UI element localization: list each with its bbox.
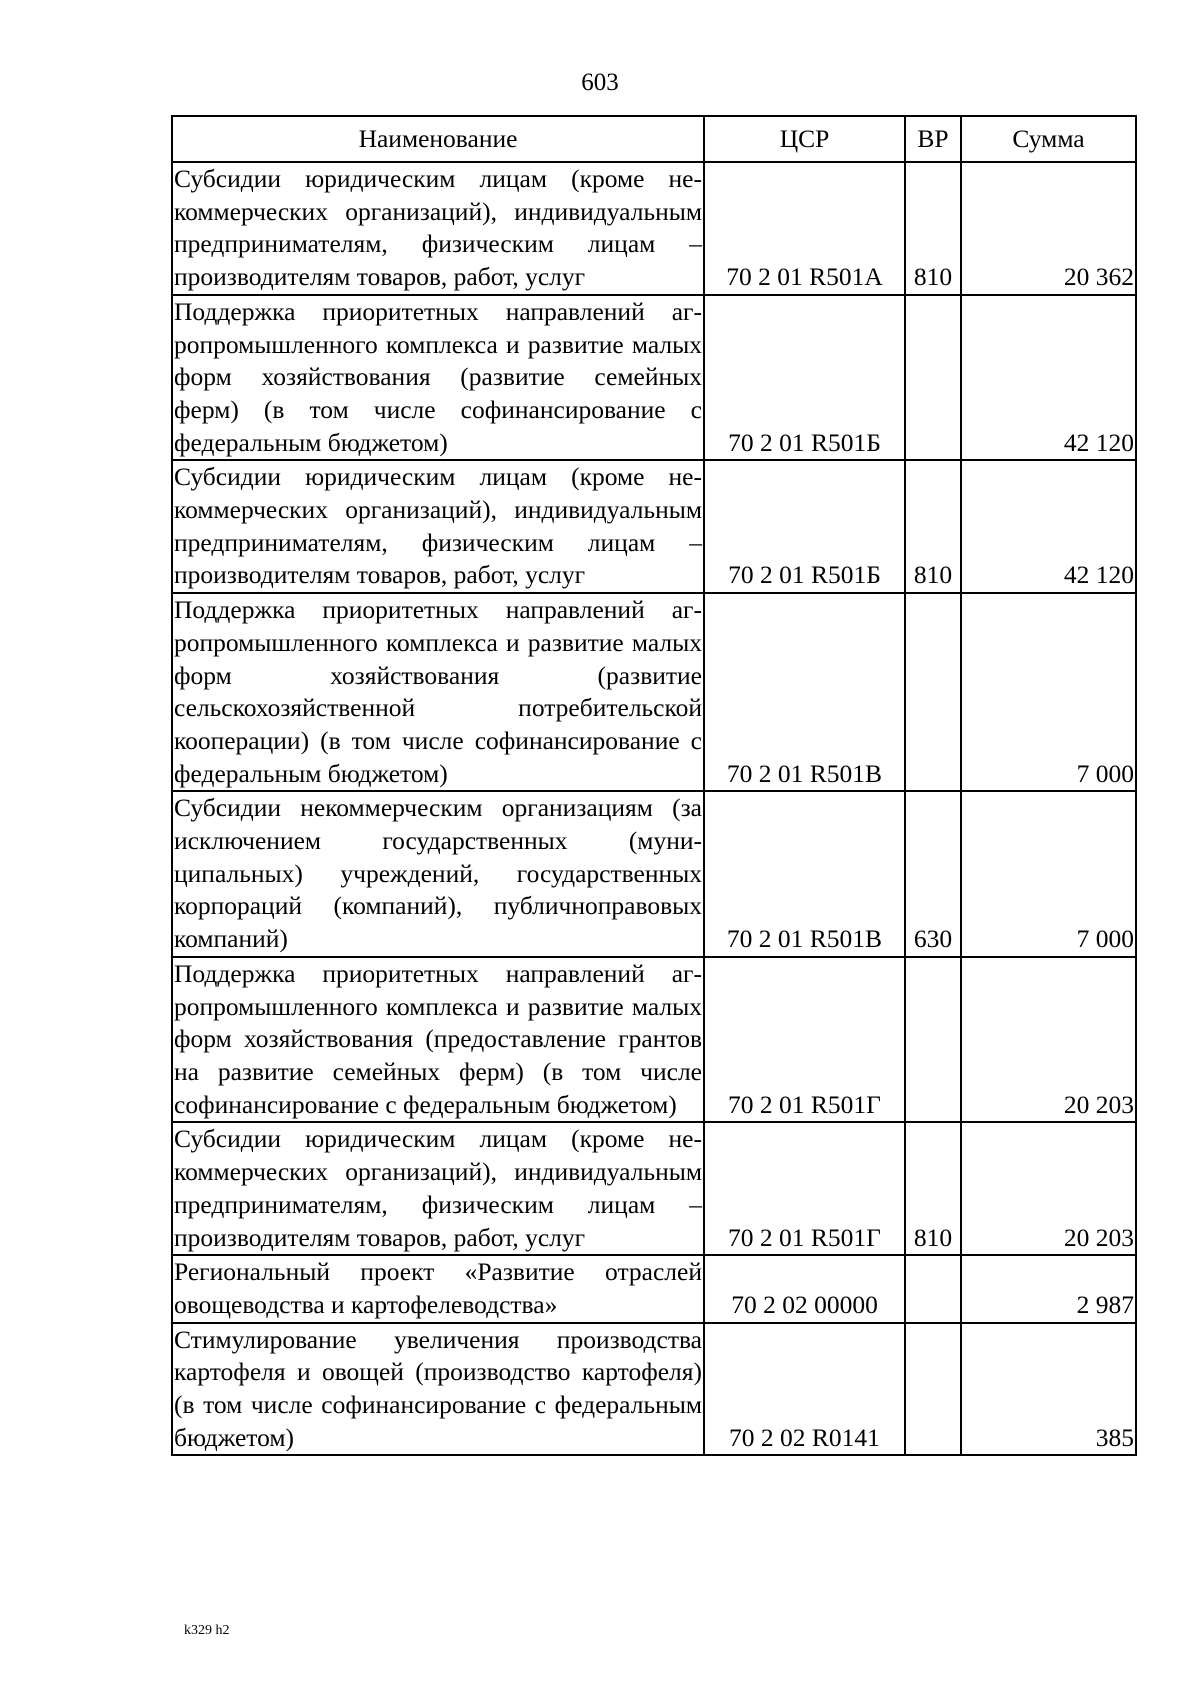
row-name: Поддержка приоритетных направлений агропромышленного комплекса и развитие малых форм хозяйствования (развитие семейных ферм) (в том числе софинансирование с федеральным бюджетом) xyxy=(172,295,704,461)
page-number: 603 xyxy=(581,69,619,96)
row-sum: 385 xyxy=(961,1323,1136,1456)
row-csr: 70 2 02 R0141 xyxy=(704,1323,905,1456)
row-vr: 810 xyxy=(905,1122,961,1255)
row-vr xyxy=(905,957,961,1123)
row-csr: 70 2 01 R501Г xyxy=(704,957,905,1123)
row-vr xyxy=(905,593,961,791)
row-sum: 20 203 xyxy=(961,1122,1136,1255)
table-row xyxy=(172,1122,1136,1255)
row-sum: 7 000 xyxy=(961,791,1136,957)
table-row xyxy=(172,295,1136,461)
row-name: Поддержка приоритетных направлений агропромышленного комплекса и развитие малых форм хозяйствования (предоставление грантов на развитие семейных ферм) (в том числе софинансирование с федеральным бюджетом) xyxy=(172,957,704,1123)
row-sum: 42 120 xyxy=(961,295,1136,461)
row-csr: 70 2 01 R501В xyxy=(704,593,905,791)
row-csr: 70 2 01 R501В xyxy=(704,791,905,957)
row-name: Субсидии некоммерческим организациям (за исключением государственных (муниципальных) учреждений, государственных корпораций (компаний), публичноправовых компаний) xyxy=(172,791,704,957)
row-csr: 70 2 01 R501Б xyxy=(704,460,905,593)
row-csr: 70 2 01 R501Г xyxy=(704,1122,905,1255)
row-vr: 810 xyxy=(905,162,961,295)
row-name: Субсидии юридическим лицам (кроме некоммерческих организаций), индивидуальным предпринимателям, физическим лицам – производителям товаров, работ, услуг xyxy=(172,1122,704,1255)
row-vr xyxy=(905,1323,961,1456)
row-name: Стимулирование увеличения производства картофеля и овощей (производство картофеля) (в том числе софинансирование с федеральным бюджетом) xyxy=(172,1323,704,1456)
row-vr: 810 xyxy=(905,460,961,593)
row-sum: 2 987 xyxy=(961,1255,1136,1322)
row-csr: 70 2 02 00000 xyxy=(704,1255,905,1322)
table-row xyxy=(172,957,1136,1123)
row-sum: 20 362 xyxy=(961,162,1136,295)
row-csr: 70 2 01 R501А xyxy=(704,162,905,295)
budget-table xyxy=(171,115,1137,1456)
row-sum: 7 000 xyxy=(961,593,1136,791)
table-row xyxy=(172,1255,1136,1322)
header-vr: ВР xyxy=(905,116,961,162)
row-name: Субсидии юридическим лицам (кроме некоммерческих организаций), индивидуальным предпринимателям, физическим лицам – производителям товаров, работ, услуг xyxy=(172,162,704,295)
header-name: Наименование xyxy=(172,116,704,162)
row-name: Поддержка приоритетных направлений агропромышленного комплекса и развитие малых форм хозяйствования (развитие сельскохозяйственной потребительской кооперации) (в том числе софинансирование с федеральным бюджетом) xyxy=(172,593,704,791)
table-header-row xyxy=(172,116,1136,162)
row-vr xyxy=(905,295,961,461)
row-vr: 630 xyxy=(905,791,961,957)
row-sum: 20 203 xyxy=(961,957,1136,1123)
row-vr xyxy=(905,1255,961,1322)
table-row xyxy=(172,1323,1136,1456)
table-row xyxy=(172,460,1136,593)
table-row xyxy=(172,791,1136,957)
header-sum: Сумма xyxy=(961,116,1136,162)
row-sum: 42 120 xyxy=(961,460,1136,593)
header-csr: ЦСР xyxy=(704,116,905,162)
footer-code: k329 h2 xyxy=(184,1623,230,1638)
row-name: Региональный проект «Развитие отраслей овощеводства и картофелеводства» xyxy=(172,1255,704,1322)
row-csr: 70 2 01 R501Б xyxy=(704,295,905,461)
table-row xyxy=(172,162,1136,295)
row-name: Субсидии юридическим лицам (кроме некоммерческих организаций), индивидуальным предпринимателям, физическим лицам – производителям товаров, работ, услуг xyxy=(172,460,704,593)
table-row xyxy=(172,593,1136,791)
